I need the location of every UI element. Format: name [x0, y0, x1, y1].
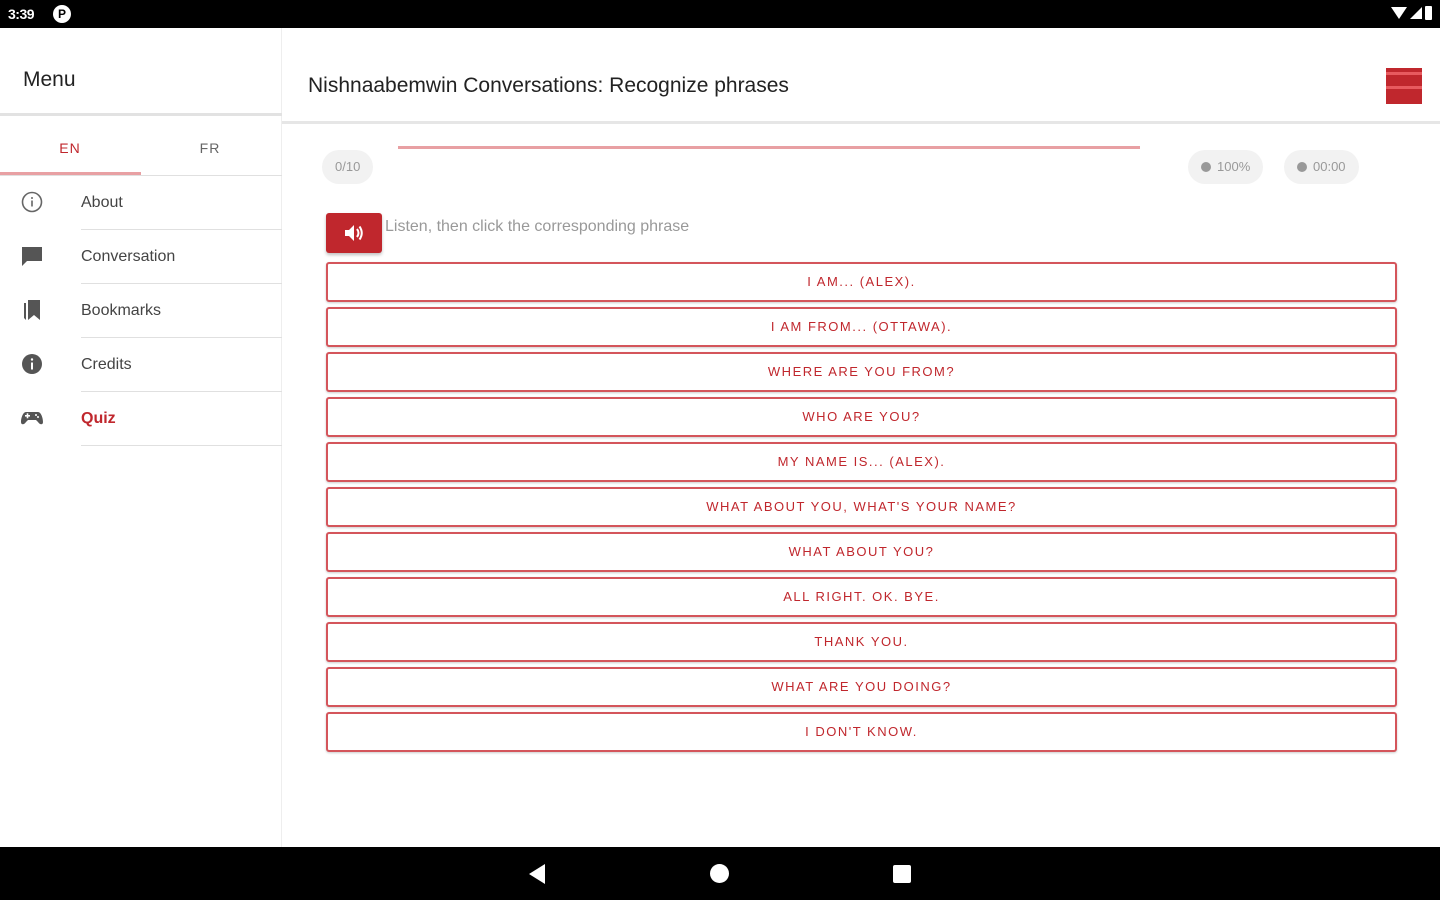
score-value: 100% — [1217, 159, 1251, 174]
status-time: 3:39 — [8, 6, 35, 22]
answer-option[interactable]: WHO ARE YOU? — [326, 397, 1397, 437]
answer-option[interactable]: THANK YOU. — [326, 622, 1397, 662]
answer-options — [326, 262, 1397, 757]
answer-option[interactable]: WHAT ABOUT YOU, WHAT'S YOUR NAME? — [326, 487, 1397, 527]
notification-icon: P — [53, 5, 71, 23]
page-title: Nishnaabemwin Conversations: Recognize phrases — [308, 74, 789, 97]
answer-option[interactable]: WHERE ARE YOU FROM? — [326, 352, 1397, 392]
sidebar-item-conversation[interactable] — [0, 230, 282, 284]
progress-counter: 0/10 — [322, 150, 373, 184]
answer-option[interactable]: ALL RIGHT. OK. BYE. — [326, 577, 1397, 617]
instruction-text: Listen, then click the corresponding phrase — [385, 218, 690, 235]
app-logo — [1386, 68, 1422, 104]
home-icon[interactable] — [710, 864, 729, 883]
system-nav-bar — [0, 847, 1440, 900]
timer-badge — [1284, 150, 1359, 184]
battery-icon — [1425, 6, 1432, 20]
sidebar-item-label: Bookmarks — [81, 302, 162, 319]
timer-value: 00:00 — [1313, 159, 1346, 174]
menu-title: Menu — [23, 68, 76, 91]
score-icon — [1201, 162, 1211, 172]
bookmarks-icon — [20, 298, 44, 322]
speaker-icon — [344, 224, 364, 242]
answer-option[interactable]: WHAT ARE YOU DOING? — [326, 667, 1397, 707]
answer-option[interactable]: I DON'T KNOW. — [326, 712, 1397, 752]
app-header — [282, 28, 1440, 124]
back-icon[interactable] — [529, 864, 545, 884]
sidebar — [0, 28, 282, 847]
status-bar — [0, 0, 1440, 28]
sidebar-item-label: Conversation — [81, 248, 176, 265]
clock-icon — [1297, 162, 1307, 172]
sidebar-item-label: Quiz — [81, 410, 116, 427]
language-tabs — [0, 128, 282, 178]
recent-apps-icon[interactable] — [893, 865, 911, 883]
chat-bubble-icon — [20, 244, 44, 268]
sidebar-item-bookmarks[interactable] — [0, 284, 282, 338]
logo-stripe — [1386, 86, 1422, 89]
gamepad-icon — [20, 406, 44, 430]
quiz-panel — [282, 124, 1440, 847]
sidebar-item-credits[interactable] — [0, 338, 282, 392]
tab-en[interactable]: EN — [59, 140, 81, 156]
answer-option[interactable]: I AM FROM... (OTTAWA). — [326, 307, 1397, 347]
progress-bar — [398, 146, 1140, 149]
sidebar-item-label: Credits — [81, 356, 132, 373]
info-filled-icon — [20, 352, 44, 376]
sidebar-item-label: About — [81, 194, 123, 211]
info-outline-icon — [20, 190, 44, 214]
wifi-icon — [1391, 7, 1407, 19]
sidebar-item-about[interactable] — [0, 176, 282, 230]
sidebar-divider — [0, 113, 282, 116]
logo-stripe — [1386, 72, 1422, 75]
play-audio-button[interactable] — [326, 213, 382, 253]
signal-icon — [1410, 7, 1422, 19]
divider — [81, 445, 282, 446]
score-badge — [1188, 150, 1263, 184]
answer-option[interactable]: MY NAME IS... (ALEX). — [326, 442, 1397, 482]
tab-fr[interactable]: FR — [199, 140, 221, 156]
answer-option[interactable]: WHAT ABOUT YOU? — [326, 532, 1397, 572]
status-icons — [1391, 6, 1432, 20]
answer-option[interactable]: I AM... (ALEX). — [326, 262, 1397, 302]
sidebar-item-quiz[interactable] — [0, 392, 282, 446]
